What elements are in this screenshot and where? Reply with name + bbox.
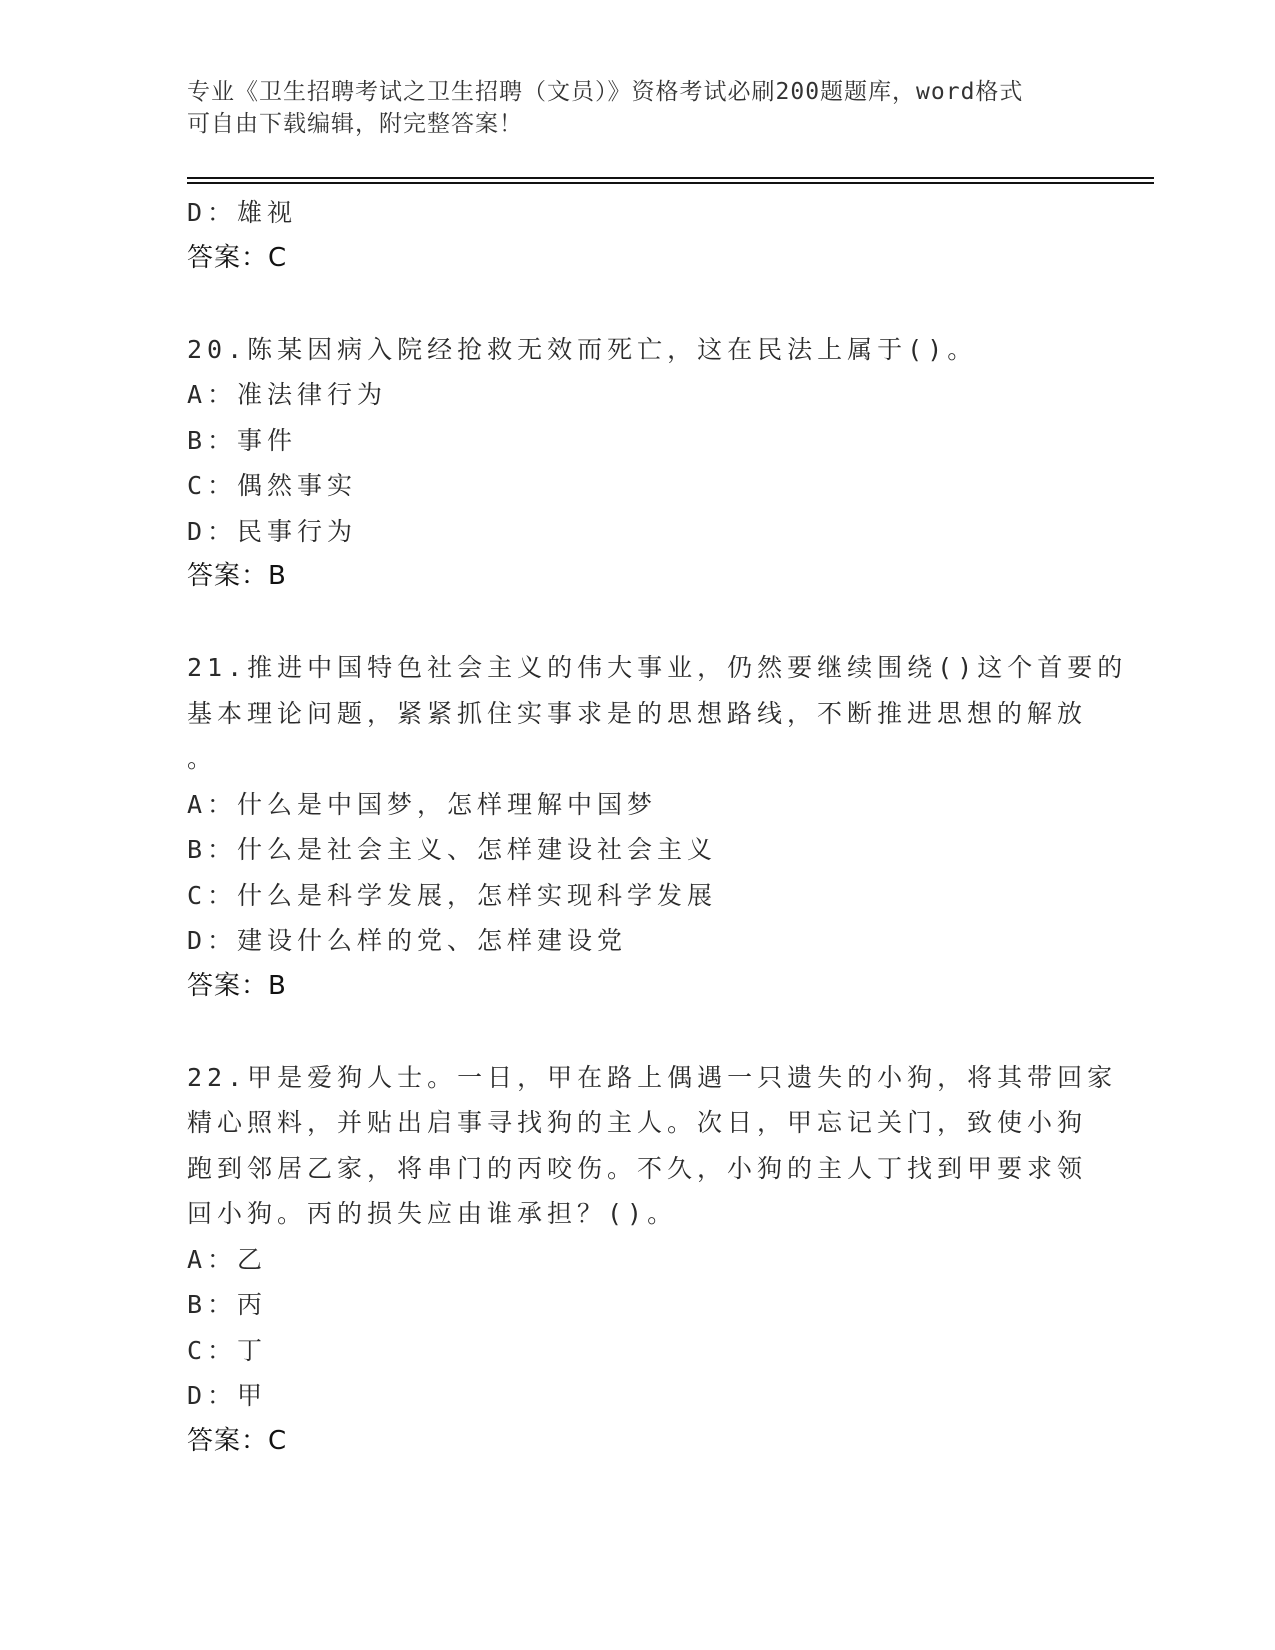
question-stem-line: 跑到邻居乙家，将串门的丙咬伤。不久，小狗的主人丁找到甲要求领	[187, 1153, 1088, 1183]
header-divider-top	[187, 177, 1154, 179]
question-stem-line: 基本理论问题，紧紧抓住实事求是的思想路线，不断推进思想的解放	[187, 698, 1088, 728]
question-stem-line: 。	[187, 744, 218, 773]
option-c: C：偶然事实	[187, 471, 358, 500]
question-stem-line: 回小狗。丙的损失应由谁承担？()。	[187, 1199, 678, 1228]
question-21	[187, 645, 1128, 1009]
question-22	[187, 1055, 1118, 1465]
spacer	[187, 600, 1087, 646]
question-stem-line: 20.陈某因病入院经抢救无效而死亡，这在民法上属于()。	[187, 334, 978, 364]
document-header	[187, 76, 1087, 140]
option-c: C：什么是科学发展，怎样实现科学发展	[187, 880, 718, 910]
answer-line: 答案：C	[187, 1425, 288, 1456]
header-divider-bottom	[187, 182, 1154, 184]
header-line-1: 专业《卫生招聘考试之卫生招聘（文员）》资格考试必刷200题题库，word格式	[187, 79, 1024, 105]
option-d: D：民事行为	[187, 516, 358, 546]
option-a: A：什么是中国梦，怎样理解中国梦	[187, 789, 658, 819]
answer-line: 答案：B	[187, 970, 287, 1001]
option-b: B：事件	[187, 425, 298, 455]
question-19-answer: 答案：C	[187, 242, 288, 273]
option-b: B：丙	[187, 1290, 268, 1319]
answer-line: 答案：B	[187, 561, 287, 591]
question-list	[187, 190, 1128, 1464]
question-stem-line: 21.推进中国特色社会主义的伟大事业，仍然要继续围绕()这个首要的	[187, 653, 1128, 682]
option-a: A：乙	[187, 1244, 268, 1274]
spacer	[187, 1009, 1087, 1055]
header-line-2: 可自由下载编辑，附完整答案！	[187, 111, 523, 137]
spacer	[187, 281, 1087, 327]
option-b: B：什么是社会主义、怎样建设社会主义	[187, 835, 718, 864]
question-stem-line: 精心照料，并贴出启事寻找狗的主人。次日，甲忘记关门，致使小狗	[187, 1108, 1088, 1137]
question-19-option-d: D：雄视	[187, 198, 298, 227]
option-c: C：丁	[187, 1335, 268, 1365]
option-d: D：建设什么样的党、怎样建设党	[187, 926, 628, 955]
question-20	[187, 327, 1087, 600]
option-d: D：甲	[187, 1381, 268, 1410]
option-a: A：准法律行为	[187, 380, 388, 409]
question-stem-line: 22.甲是爱狗人士。一日，甲在路上偶遇一只遗失的小狗，将其带回家	[187, 1062, 1118, 1092]
